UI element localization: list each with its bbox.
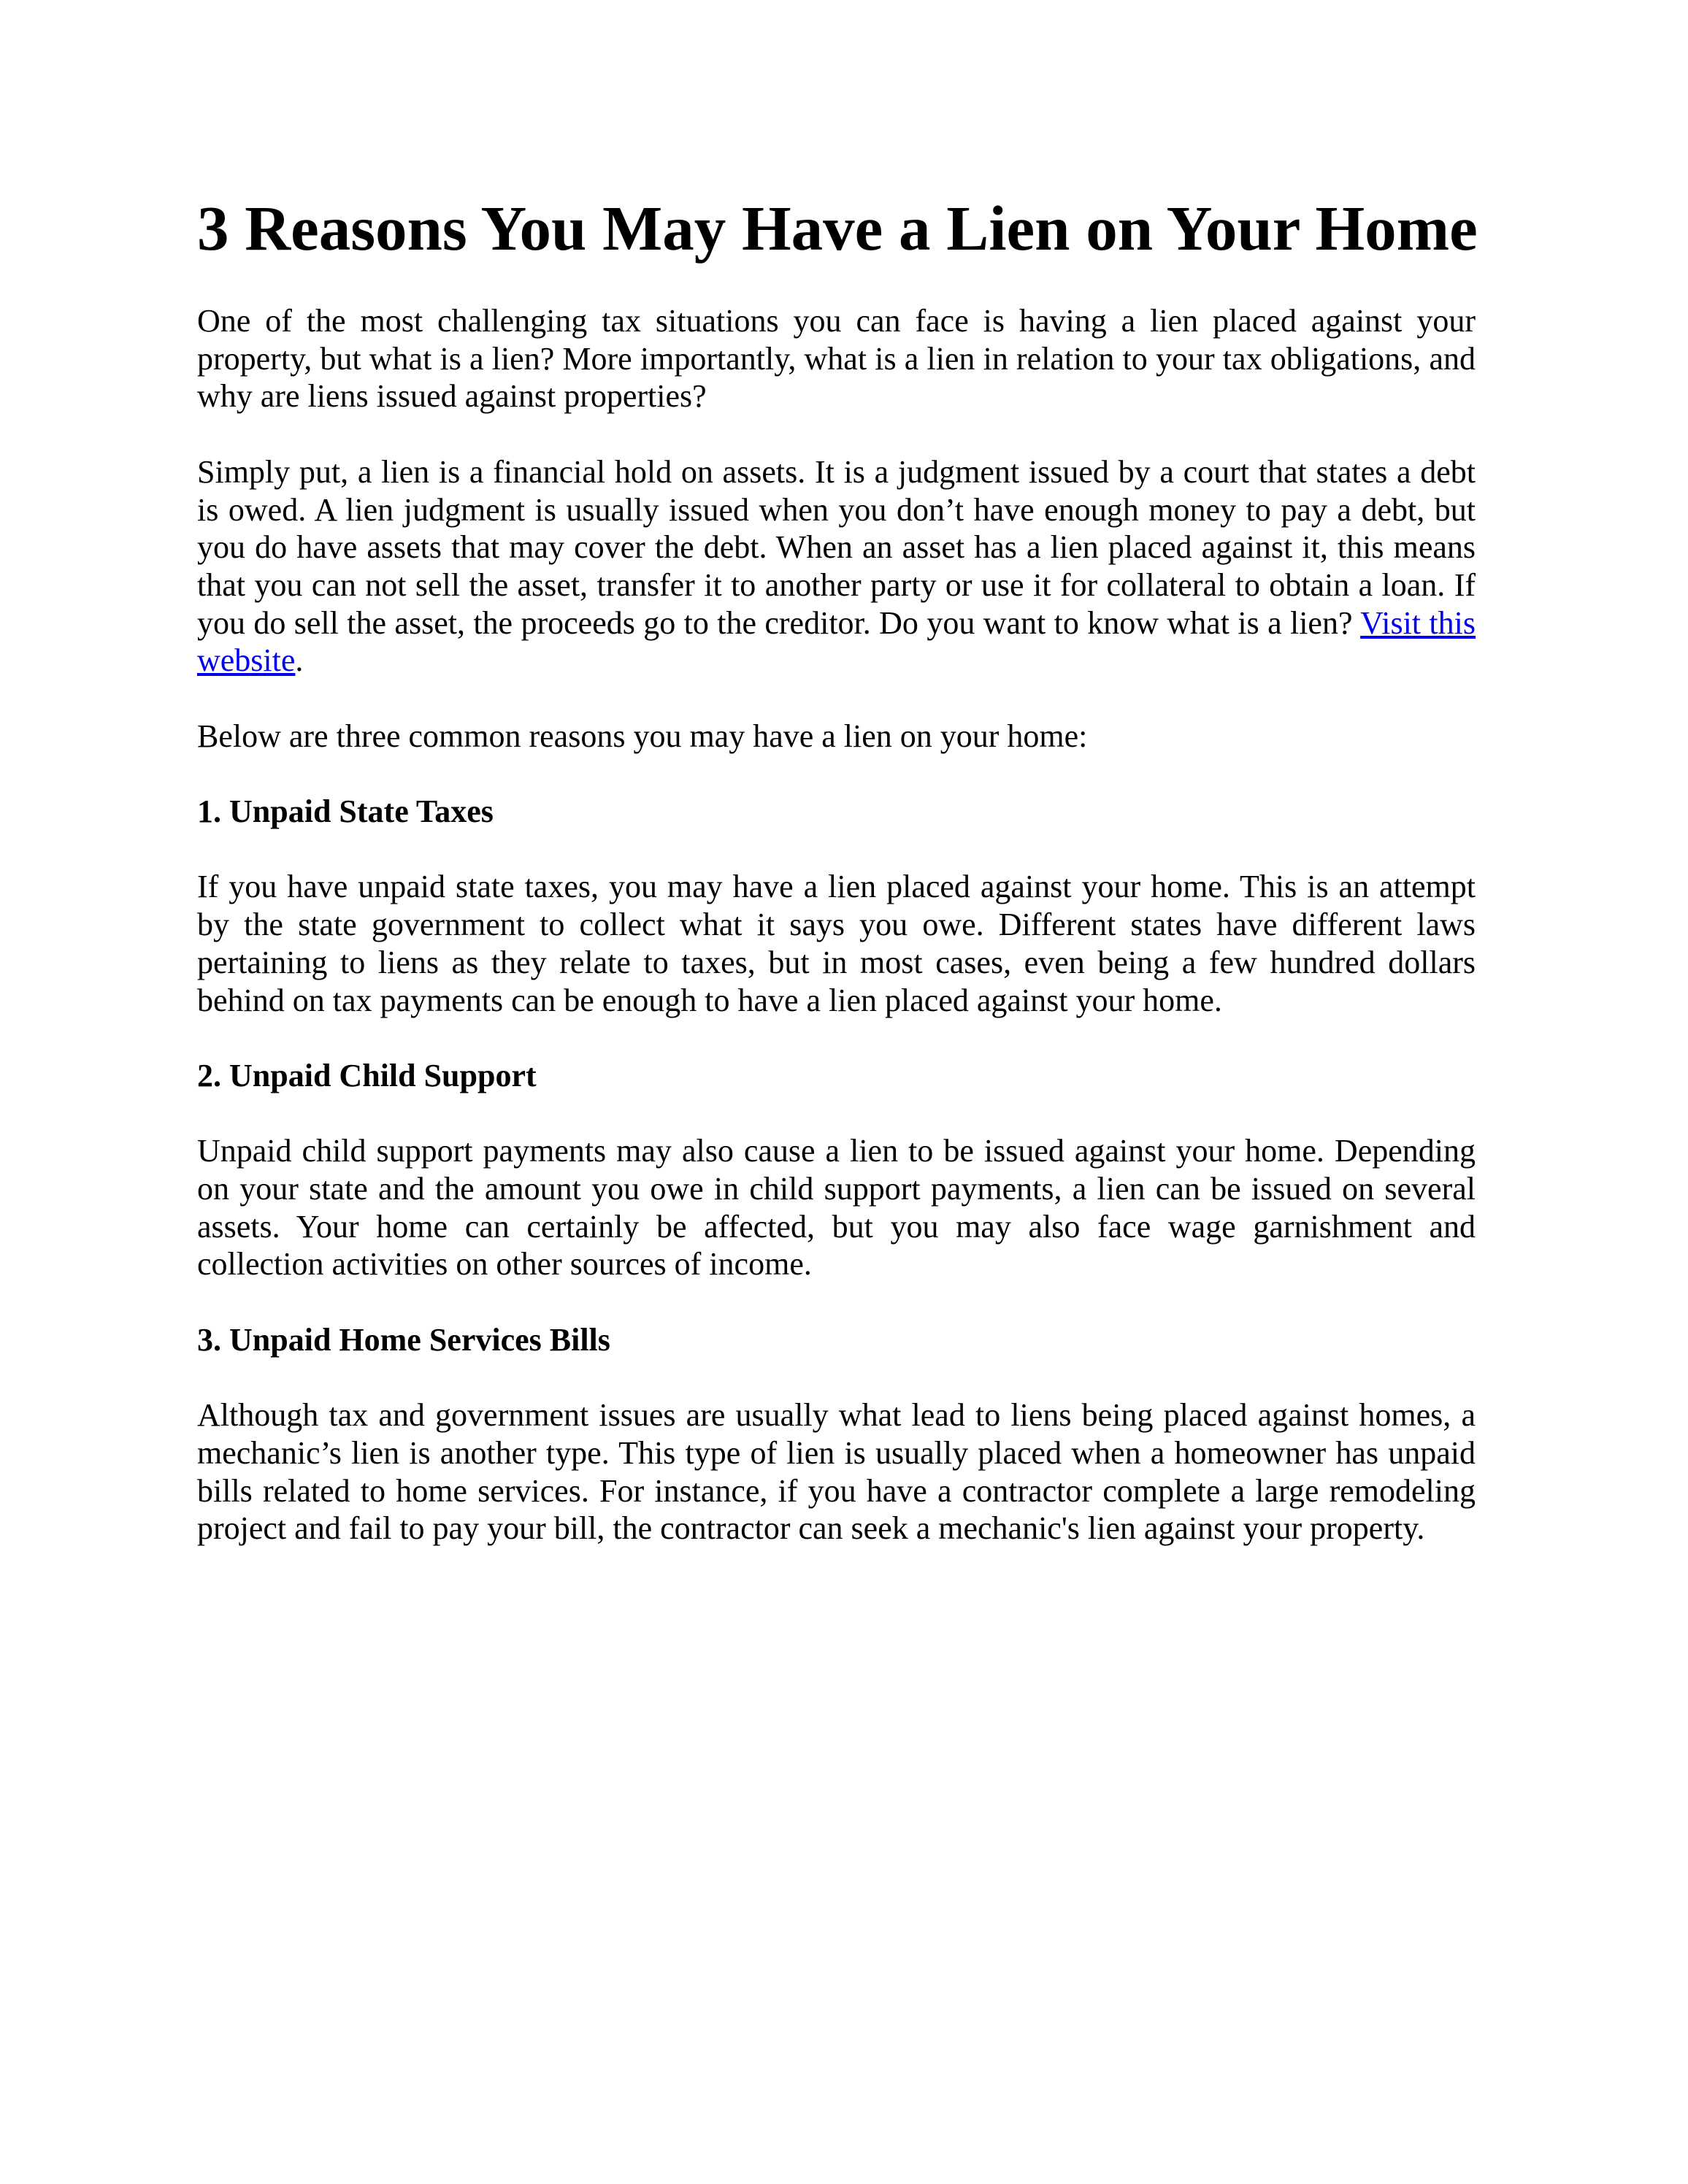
section-body-state-taxes: If you have unpaid state taxes, you may have a lien placed against your home. This is an attempt by the state government to collect what it says you owe. Different states have different laws pertaining to liens as they relate to taxes, but in most cases, even being a few hundred dollars behind on tax payments can be enough to have a lien placed against your home. bbox=[197, 869, 1476, 1018]
section-heading-home-services: 3. Unpaid Home Services Bills bbox=[197, 1321, 610, 1358]
visit-website-link[interactable]: Visit this website bbox=[197, 604, 1476, 679]
lead-in-paragraph: Below are three common reasons you may have a lien on your home: bbox=[197, 718, 1088, 754]
intro-paragraph: One of the most challenging tax situations you can face is having a lien placed against your property, but what is a lien? More importantly, what is a lien in relation to your tax obligations, and why are liens issued against properties? bbox=[197, 303, 1476, 415]
section-heading-state-taxes: 1. Unpaid State Taxes bbox=[197, 793, 494, 830]
section-body-child-support: Unpaid child support payments may also cause a lien to be issued against your home. Depending on your state and the amount you owe in child support payments, a lien can be issued on several assets. Your home can certainly be affected, but you may also face wage garnishment and collection activities on other sources of income. bbox=[197, 1133, 1476, 1283]
section-body-home-services: Although tax and government issues are usually what lead to liens being placed against homes, a mechanic’s lien is another type. This type of lien is usually placed when a homeowner has unpaid bills related to home services. For instance, if you have a contractor complete a large remodeling project and fail to pay your bill, the contractor can seek a mechanic's lien against your property. bbox=[197, 1397, 1476, 1547]
definition-trailing: . bbox=[295, 642, 304, 679]
definition-text: Simply put, a lien is a financial hold on assets. It is a judgment issued by a court that states a debt is owed. A lien judgment is usually issued when you don’t have enough money to pay a debt, but you do have assets that may cover the debt. When an asset has a lien placed against it, this means that you can not sell the asset, transfer it to another party or use it for collateral to obtain a loan. If you do sell the asset, the proceeds go to the creditor. Do you want to know what is a lien? bbox=[197, 453, 1476, 641]
document-page bbox=[197, 193, 1478, 1585]
page-title: 3 Reasons You May Have a Lien on Your Home bbox=[197, 193, 1478, 264]
section-heading-child-support: 2. Unpaid Child Support bbox=[197, 1057, 537, 1093]
definition-paragraph bbox=[197, 453, 1476, 680]
